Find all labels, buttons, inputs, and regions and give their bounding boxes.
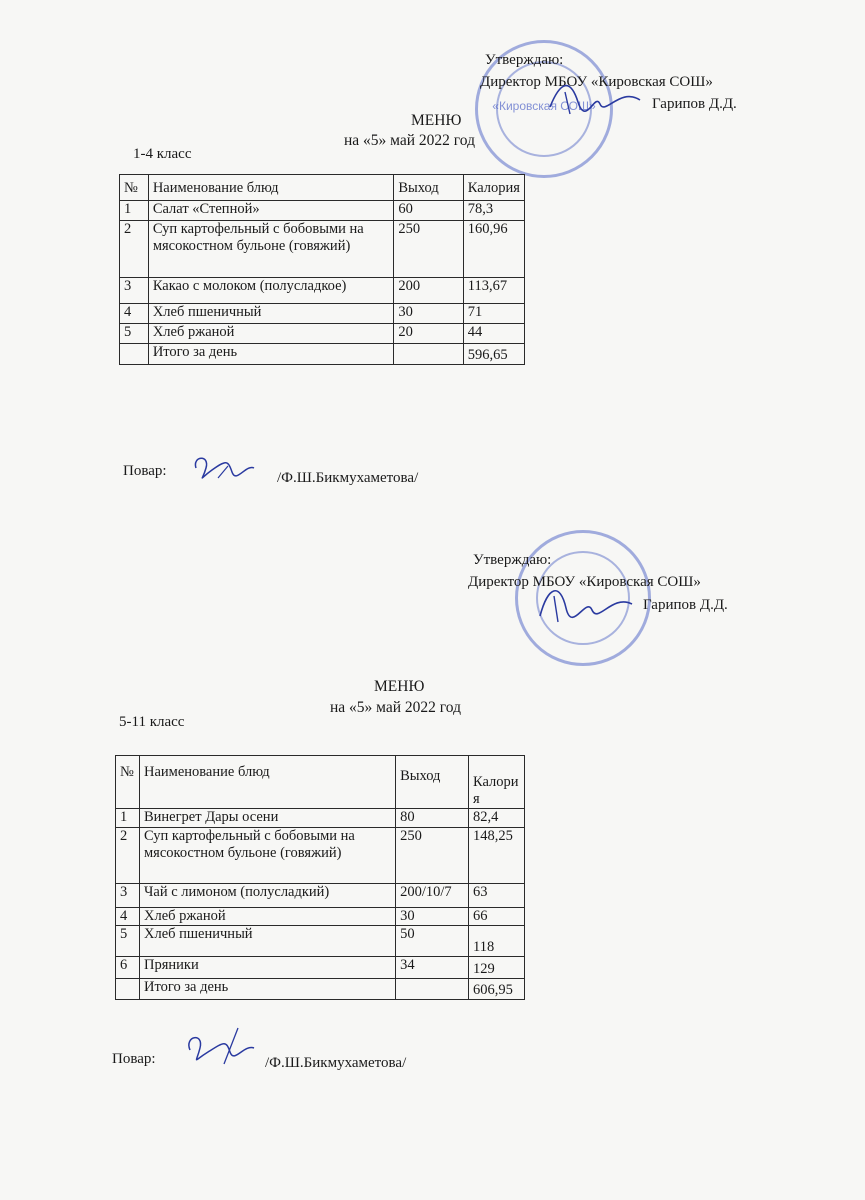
cell-calories: 71 (463, 304, 524, 324)
cell-total-label: Итого за день (139, 979, 395, 1000)
cell-num: 1 (116, 809, 140, 828)
cell-yield: 250 (396, 828, 469, 884)
header-num: № (116, 756, 140, 809)
cell-dish: Пряники (139, 957, 395, 979)
approval-label: Утверждаю: (473, 552, 552, 568)
table-row (116, 926, 525, 957)
cell-yield (396, 979, 469, 1000)
cell-dish: Суп картофельный с бобовыми на мясокостном бульоне (говяжий) (148, 221, 394, 278)
table-total-row (120, 344, 525, 365)
cell-yield: 34 (396, 957, 469, 979)
approval-name: Гарипов Д.Д. (643, 597, 728, 613)
cell-yield: 200/10/7 (396, 884, 469, 908)
menu-table (115, 755, 525, 1000)
cell-calories: 129 (469, 957, 525, 979)
table-row (116, 809, 525, 828)
cook-name: /Ф.Ш.Бикмухаметова/ (277, 470, 419, 486)
cell-calories: 63 (469, 884, 525, 908)
approval-label: Утверждаю: (485, 52, 564, 68)
menu-title: МЕНЮ (374, 678, 425, 695)
approval-position: Директор МБОУ «Кировская СОШ» (468, 574, 701, 590)
table-row (116, 957, 525, 979)
cell-yield: 200 (394, 278, 463, 304)
cell-dish: Хлеб ржаной (139, 908, 395, 926)
cell-num (120, 344, 149, 365)
table-row (120, 201, 525, 221)
cook-label: Повар: (112, 1051, 156, 1067)
header-name: Наименование блюд (148, 175, 394, 201)
class-label: 1-4 класс (133, 146, 192, 162)
cell-calories: 78,3 (463, 201, 524, 221)
table-row (120, 278, 525, 304)
cell-calories: 44 (463, 324, 524, 344)
cell-dish: Салат «Степной» (148, 201, 394, 221)
table-header (120, 175, 525, 201)
cell-num: 3 (116, 884, 140, 908)
cook-signature (188, 448, 260, 488)
table-row (120, 324, 525, 344)
cell-dish: Хлеб ржаной (148, 324, 394, 344)
cell-calories: 66 (469, 908, 525, 926)
director-signature (530, 578, 640, 628)
cell-total-label: Итого за день (148, 344, 394, 365)
class-label: 5-11 класс (119, 714, 185, 730)
header-name: Наименование блюд (139, 756, 395, 809)
cell-num: 2 (116, 828, 140, 884)
table-total-row (116, 979, 525, 1000)
header-yield: Выход (396, 756, 469, 809)
cell-yield: 30 (396, 908, 469, 926)
stamp-text: «Кировская СОШ» (492, 99, 596, 113)
cell-dish: Винегрет Дары осени (139, 809, 395, 828)
cell-yield: 60 (394, 201, 463, 221)
table-row (120, 304, 525, 324)
cell-num: 1 (120, 201, 149, 221)
table-row (120, 221, 525, 278)
cell-calories: 148,25 (469, 828, 525, 884)
approval-name: Гарипов Д.Д. (652, 96, 737, 112)
approval-position: Директор МБОУ «Кировская СОШ» (480, 74, 713, 90)
cell-num: 5 (116, 926, 140, 957)
cell-num: 5 (120, 324, 149, 344)
menu-title: МЕНЮ (411, 112, 462, 129)
cell-num: 4 (120, 304, 149, 324)
menu-table (119, 174, 525, 365)
cook-name: /Ф.Ш.Бикмухаметова/ (265, 1055, 407, 1071)
cell-num: 6 (116, 957, 140, 979)
cook-signature (180, 1022, 260, 1072)
cell-calories: 118 (469, 926, 525, 957)
cell-calories: 82,4 (469, 809, 525, 828)
cell-dish: Суп картофельный с бобовыми на мясокостном бульоне (говяжий) (139, 828, 395, 884)
cell-dish: Хлеб пшеничный (148, 304, 394, 324)
cell-yield: 20 (394, 324, 463, 344)
cell-calories: 113,67 (463, 278, 524, 304)
cell-total-calories: 606,95 (469, 979, 525, 1000)
header-yield: Выход (394, 175, 463, 201)
table-header (116, 756, 525, 809)
cell-dish: Какао с молоком (полусладкое) (148, 278, 394, 304)
cell-num: 2 (120, 221, 149, 278)
cell-total-calories: 596,65 (463, 344, 524, 365)
menu-subtitle: на «5» май 2022 год (330, 699, 461, 716)
cell-calories: 160,96 (463, 221, 524, 278)
cell-dish: Хлеб пшеничный (139, 926, 395, 957)
cell-yield (394, 344, 463, 365)
cell-num (116, 979, 140, 1000)
cell-num: 4 (116, 908, 140, 926)
cell-yield: 50 (396, 926, 469, 957)
director-signature (540, 72, 650, 122)
cell-yield: 80 (396, 809, 469, 828)
cook-label: Повар: (123, 463, 167, 479)
cell-yield: 250 (394, 221, 463, 278)
cell-num: 3 (120, 278, 149, 304)
menu-subtitle: на «5» май 2022 год (344, 132, 475, 149)
table-row (116, 908, 525, 926)
table-row (116, 884, 525, 908)
header-calories: Калория (463, 175, 524, 201)
table-row (116, 828, 525, 884)
header-num: № (120, 175, 149, 201)
cell-yield: 30 (394, 304, 463, 324)
cell-dish: Чай с лимоном (полусладкий) (139, 884, 395, 908)
header-calories: Калория (469, 756, 525, 809)
